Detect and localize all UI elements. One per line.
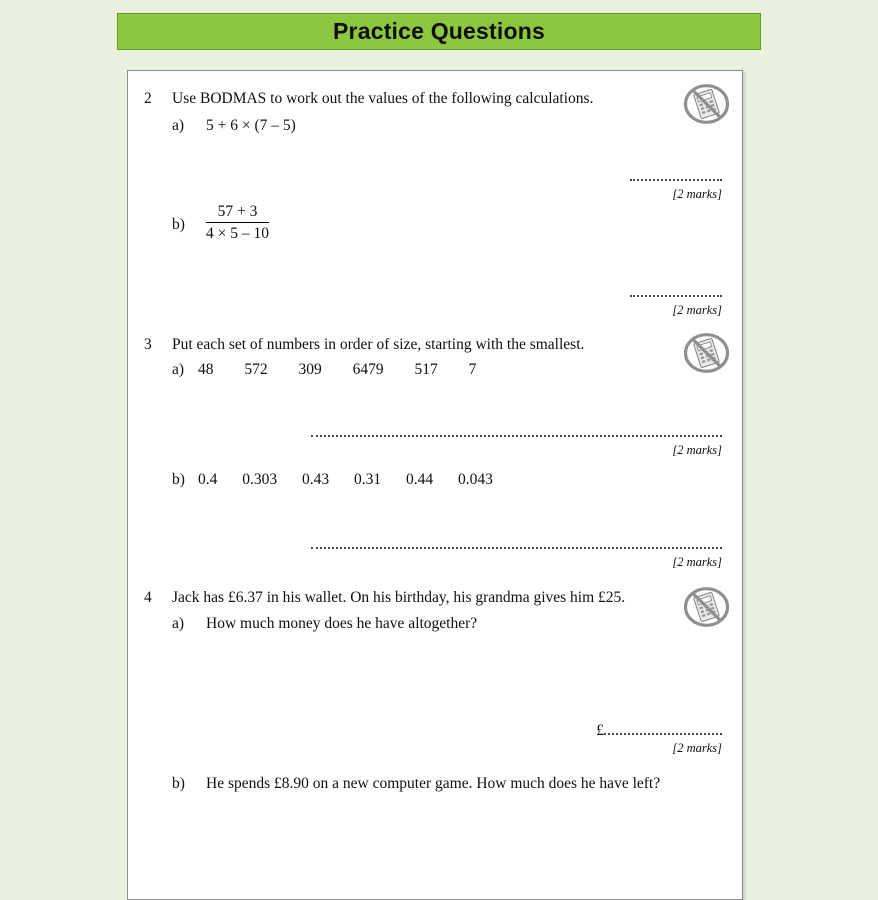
question-text: Use BODMAS to work out the values of the following calculations. (172, 90, 594, 107)
part-label: b) (172, 216, 185, 233)
answer-line (311, 423, 722, 437)
marks-label: [2 marks] (672, 443, 722, 457)
fraction-numerator: 57 + 3 (206, 202, 269, 223)
worksheet-panel (127, 70, 743, 900)
number-item: 7 (468, 361, 477, 378)
number-item: 517 (414, 361, 438, 378)
answer-area (630, 283, 722, 318)
marks-label: [2 marks] (672, 303, 722, 317)
answer-area (596, 721, 722, 756)
number-item: 0.043 (458, 471, 493, 488)
page-title: Practice Questions (333, 18, 545, 44)
answer-currency-prefix: £ (596, 722, 604, 739)
question-text: Put each set of numbers in order of size, starting with the smallest. (172, 336, 585, 353)
part-label: a) (172, 615, 185, 632)
question-number: 2 (144, 90, 152, 107)
marks-label: [2 marks] (672, 187, 722, 201)
part-expression: 5 + 6 × (7 – 5) (206, 117, 296, 134)
answer-line (311, 535, 722, 549)
number-list (198, 361, 503, 379)
answer-area (630, 167, 722, 202)
marks-label: [2 marks] (672, 741, 722, 755)
no-calculator-icon (683, 84, 730, 124)
answer-line (604, 721, 722, 735)
no-calculator-icon (683, 333, 730, 373)
page-title-banner (117, 13, 761, 50)
number-item: 0.43 (302, 471, 330, 488)
answer-area (311, 423, 722, 458)
question-number: 4 (144, 589, 152, 606)
no-calculator-icon (683, 587, 730, 627)
part-label: a) (172, 361, 185, 378)
part-question: How much money does he have altogether? (206, 615, 478, 632)
part-label: b) (172, 775, 185, 792)
answer-area (311, 535, 722, 570)
number-item: 0.31 (354, 471, 382, 488)
number-item: 309 (298, 361, 322, 378)
number-list (198, 471, 514, 489)
question-text: Jack has £6.37 in his wallet. On his birthday, his grandma gives him £25. (172, 589, 626, 606)
answer-line (630, 167, 722, 181)
question-number: 3 (144, 336, 152, 353)
part-label: a) (172, 117, 185, 134)
number-item: 572 (244, 361, 268, 378)
part-label: b) (172, 471, 185, 488)
fraction-denominator: 4 × 5 – 10 (206, 225, 269, 243)
marks-label: [2 marks] (672, 555, 722, 569)
number-item: 48 (198, 361, 214, 378)
fraction (206, 202, 269, 244)
number-item: 6479 (352, 361, 384, 378)
part-question: He spends £8.90 on a new computer game. How much does he have left? (206, 775, 661, 792)
number-item: 0.44 (406, 471, 434, 488)
answer-line (630, 283, 722, 297)
number-item: 0.303 (242, 471, 278, 488)
number-item: 0.4 (198, 471, 218, 488)
